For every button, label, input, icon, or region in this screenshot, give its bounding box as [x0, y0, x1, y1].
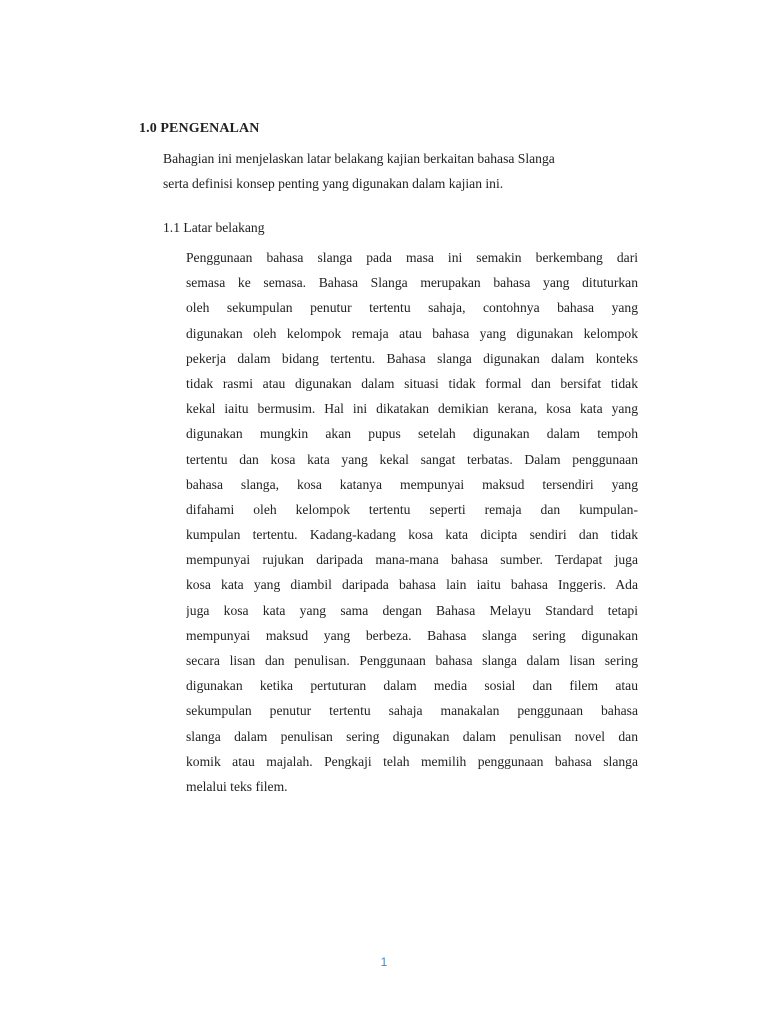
paragraph-line: kumpulan tertentu. Kadang-kadang kosa kata dicipta sendiri dan tidak [186, 527, 638, 543]
paragraph-line: secara lisan dan penulisan. Penggunaan bahasa slanga dalam lisan sering [186, 653, 638, 668]
paragraph-line: komik atau majalah. Pengkaji telah memilih penggunaan bahasa slanga [186, 753, 638, 769]
paragraph-line: digunakan ketika pertuturan dalam media sosial dan filem atau [186, 678, 638, 694]
paragraph-line: juga kosa kata yang sama dengan Bahasa Melayu Standard tetapi [186, 602, 638, 618]
intro-line: Bahagian ini menjelaskan latar belakang kajian berkaitan bahasa Slanga [163, 151, 555, 166]
paragraph-line: sekumpulan penutur tertentu sahaja manakalan penggunaan bahasa [186, 703, 638, 719]
paragraph-line: bahasa slanga, kosa katanya mempunyai maksud tersendiri yang [186, 476, 638, 492]
paragraph-line: kosa kata yang diambil daripada bahasa lain iaitu bahasa Inggeris. Ada [186, 577, 638, 593]
paragraph-line: mempunyai maksud yang berbeza. Bahasa slanga sering digunakan [186, 627, 638, 643]
paragraph-line: tertentu dan kosa kata yang kekal sangat terbatas. Dalam penggunaan [186, 451, 638, 467]
paragraph-line: slanga dalam penulisan sering digunakan dalam penulisan novel dan [186, 728, 638, 744]
paragraph-line: semasa ke semasa. Bahasa Slanga merupakan bahasa yang dituturkan [186, 275, 638, 291]
paragraph-line: pekerja dalam bidang tertentu. Bahasa slanga digunakan dalam konteks [186, 350, 638, 366]
intro-line: serta definisi konsep penting yang digunakan dalam kajian ini. [163, 176, 504, 191]
paragraph-line: digunakan mungkin akan pupus setelah digunakan dalam tempoh [186, 426, 638, 442]
paragraph-line: tidak rasmi atau digunakan dalam situasi tidak formal dan bersifat tidak [186, 375, 638, 391]
paragraph-line: oleh sekumpulan penutur tertentu sahaja, contohnya bahasa yang [186, 300, 638, 316]
paragraph-line: melalui teks filem. [186, 778, 288, 794]
subsection-body-paragraph [186, 245, 638, 799]
paragraph-line: kekal iaitu bermusim. Hal ini dikatakan demikian kerana, kosa kata yang [186, 401, 638, 417]
paragraph-line: difahami oleh kelompok tertentu seperti remaja dan kumpulan- [186, 501, 638, 517]
paragraph-line: Penggunaan bahasa slanga pada masa ini semakin berkembang dari [186, 250, 638, 265]
section-intro-paragraph [163, 146, 633, 196]
page-number: 1 [380, 955, 388, 969]
paragraph-line: digunakan oleh kelompok remaja atau bahasa yang digunakan kelompok [186, 325, 638, 341]
paragraph-line: mempunyai rujukan daripada mana-mana bahasa sumber. Terdapat juga [186, 552, 638, 568]
section-heading: 1.0 PENGENALAN [139, 121, 260, 136]
subsection-heading: 1.1 Latar belakang [163, 220, 265, 235]
